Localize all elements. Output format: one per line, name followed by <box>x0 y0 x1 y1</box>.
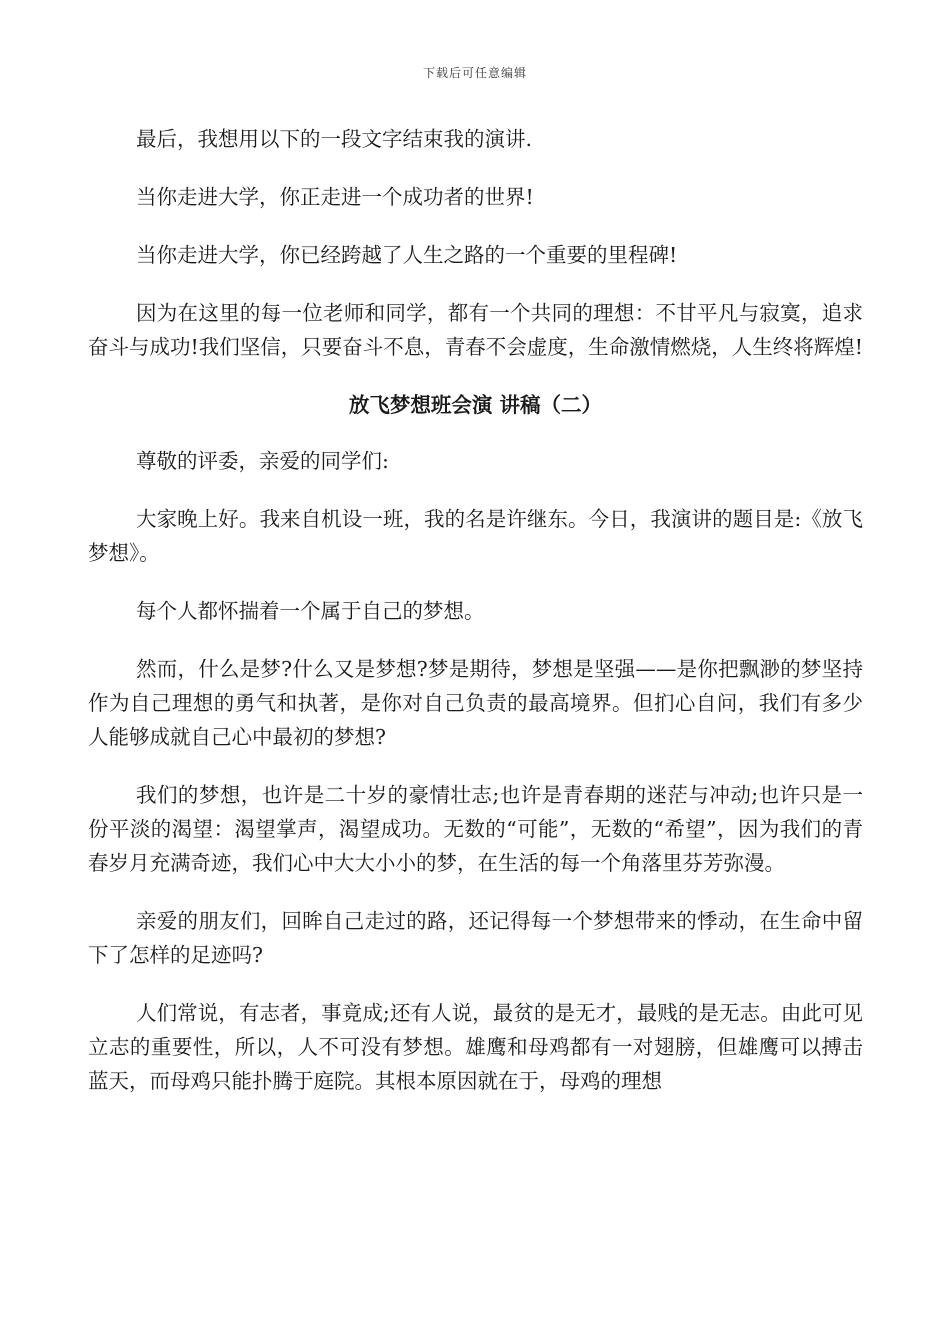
paragraph-greeting: 尊敬的评委，亲爱的同学们: <box>136 449 389 473</box>
section-title: 放飞梦想班会演 讲稿（二） <box>348 393 603 417</box>
paragraph-closing-intro: 最后，我想用以下的一段文字结束我的演讲. <box>136 127 533 151</box>
paragraph-look-back: 亲爱的朋友们，回眸自己走过的路，还记得每一个梦想带来的悸动，在生命中留下了怎样的足迹吗? <box>88 909 863 967</box>
page-header-note: 下载后可任意编辑 <box>422 66 527 80</box>
paragraph-university-milestone: 当你走进大学，你已经跨越了人生之路的一个重要的里程碑! <box>136 243 678 267</box>
paragraph-ambition: 人们常说，有志者，事竟成;还有人说，最贫的是无才，最贱的是无志。由此可见立志的重要性，所以，人不可没有梦想。雄鹰和母鸡都有一对翅膀，但雄鹰可以搏击蓝天，而母鸡只能扑腾于庭院。其根本原因就在于，母鸡的理想 <box>88 1001 863 1093</box>
paragraph-common-ideal: 因为在这里的每一位老师和同学，都有一个共同的理想：不甘平凡与寂寞，追求奋斗与成功!我们坚信，只要奋斗不息，青春不会虚度，生命激情燃烧，人生终将辉煌! <box>88 301 863 359</box>
paragraph-self-intro: 大家晚上好。我来自机设一班，我的名是许继东。今日，我演讲的题目是:《放飞梦想》。 <box>88 507 863 565</box>
document-body <box>88 122 863 1122</box>
paragraph-everyone-dreams: 每个人都怀揣着一个属于自己的梦想。 <box>136 599 485 623</box>
paragraph-our-dreams: 我们的梦想，也许是二十岁的豪情壮志;也许是青春期的迷茫与冲动;也许只是一份平淡的渴望：渴望掌声，渴望成功。无数的“可能”，无数的“希望”，因为我们的青春岁月充满奇迹，我们心中大大小小的梦，在生活的每一个角落里芬芳弥漫。 <box>88 783 863 875</box>
paragraph-what-is-dream: 然而，什么是梦?什么又是梦想?梦是期待，梦想是坚强——是你把飘渺的梦坚持作为自己理想的勇气和执著，是你对自己负责的最高境界。但扪心自问，我们有多少人能够成就自己心中最初的梦想? <box>88 657 863 749</box>
paragraph-university-world: 当你走进大学，你正走进一个成功者的世界! <box>136 185 534 209</box>
